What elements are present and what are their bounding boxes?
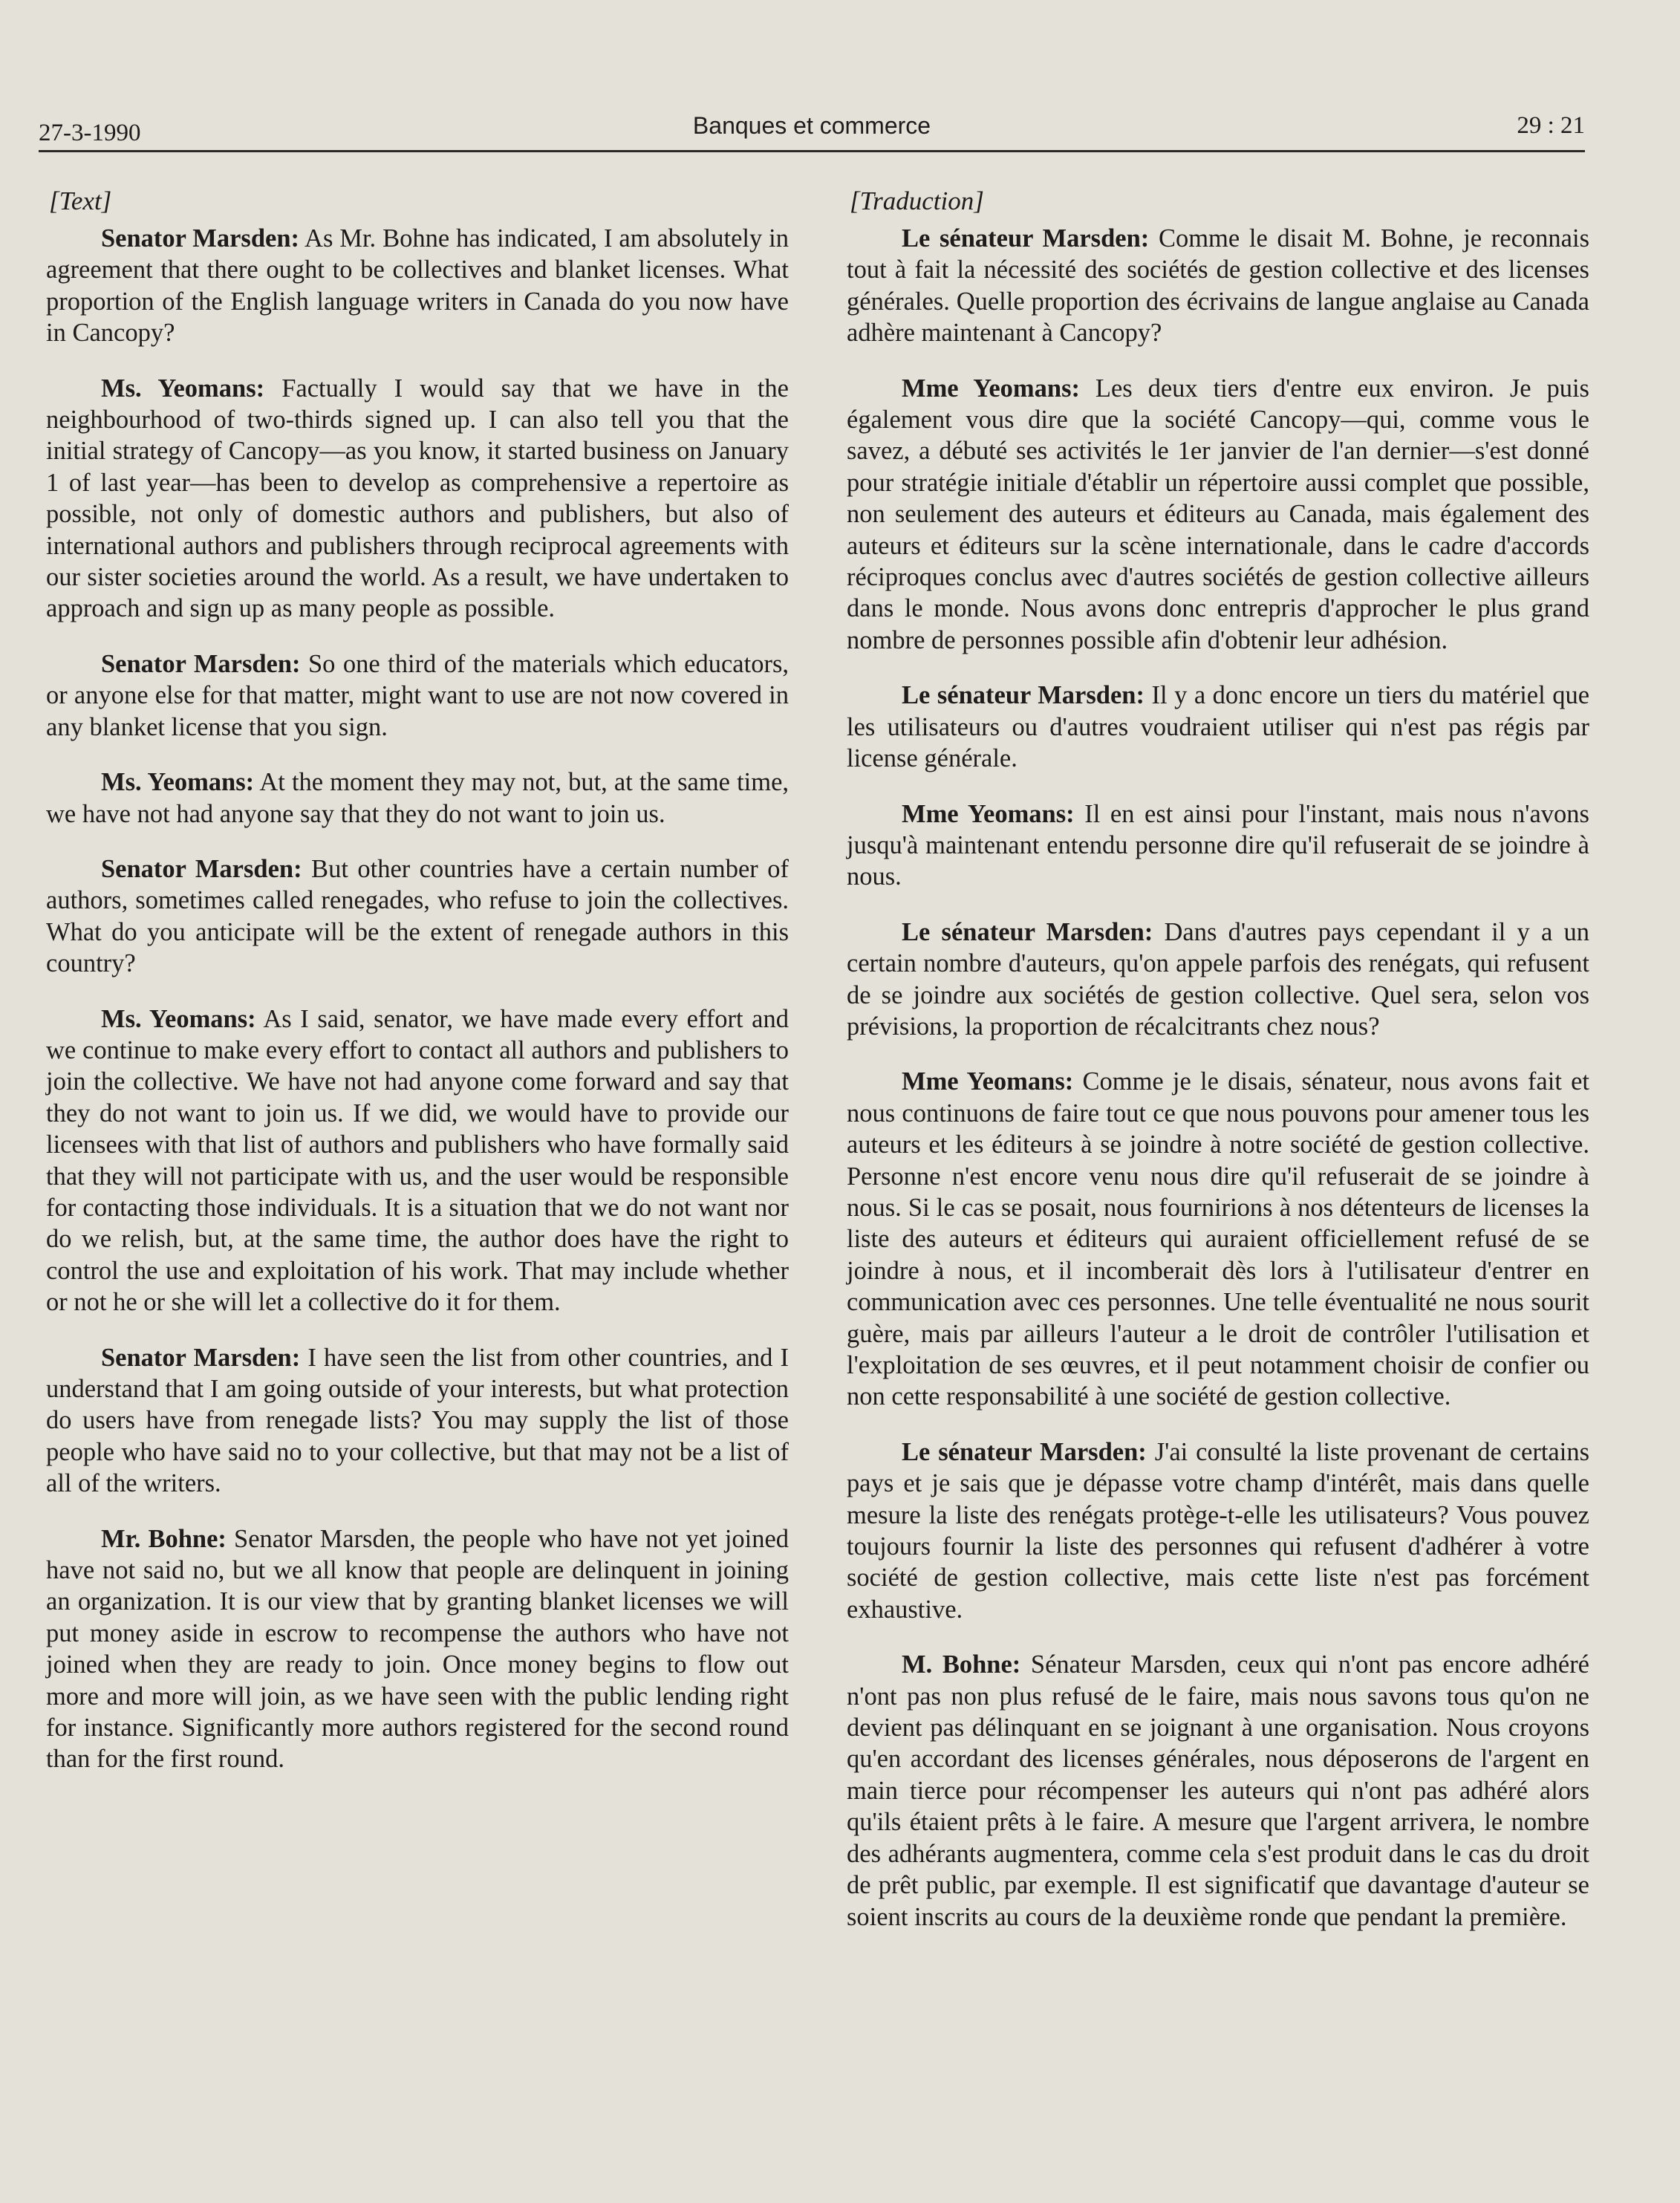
english-column bbox=[46, 186, 789, 1799]
french-section-label: [Traduction] bbox=[850, 186, 984, 215]
speaker-name: Senator Marsden: bbox=[101, 649, 301, 678]
paragraph-text: Factually I would say that we have in the neighbourhood of two-thirds signed up. I can also tell you that the initial strategy of Cancopy—as you know, it started business on January 1 of last year—has been to develop as comprehensive a repertoire as possible, not only of domestic authors and publishers, but also of international authors and publishers through reciprocal agreements with our sister societies around the world. As a result, we have undertaken to approach and sign up as many people as possible. bbox=[46, 374, 789, 623]
paragraph-text: Il en est ainsi pour l'instant, mais nous n'avons jusqu'à maintenant entendu personne dire qu'il refuserait de se joindre à nous. bbox=[847, 799, 1589, 891]
speaker-name: Senator Marsden: bbox=[101, 224, 300, 253]
french-paragraph-5 bbox=[847, 917, 1589, 1043]
english-paragraph-7 bbox=[46, 1342, 789, 1500]
speaker-name: Ms. Yeomans: bbox=[101, 768, 255, 797]
french-column bbox=[847, 186, 1589, 1956]
french-paragraph-2 bbox=[847, 373, 1589, 657]
english-paragraph-4 bbox=[46, 767, 789, 830]
paragraph-text: J'ai consulté la liste provenant de certains pays et je sais que je dépasse votre champ d'intérêt, mais dans quelle mesure la liste des renégats protège-t-elle les utilisateurs? Vous pouvez toujours fournir la liste des personnes qui refusent d'adhérer à votre société de gestion collective, mais cette liste n'est pas forcément exhaustive. bbox=[847, 1437, 1589, 1624]
header-title: Banques et commerce bbox=[692, 112, 931, 139]
speaker-name: Senator Marsden: bbox=[101, 854, 302, 883]
english-paragraph-1 bbox=[46, 223, 789, 349]
speaker-name: Le sénateur Marsden: bbox=[902, 917, 1153, 946]
speaker-name: Mme Yeomans: bbox=[902, 799, 1075, 828]
speaker-name: Le sénateur Marsden: bbox=[902, 681, 1145, 710]
speaker-name: Le sénateur Marsden: bbox=[902, 1437, 1147, 1466]
paragraph-text: Les deux tiers d'entre eux environ. Je puis également vous dire que la société Cancopy—qui, comme vous le savez, a débuté ses activités le 1er janvier de l'an dernier—s'est donné pour stratégie initiale d'établir un répertoire aussi complet que possible, non seulement des auteurs et éditeurs au Canada, mais également des auteurs et éditeurs sur la scène internationale, dans le cadre d'accords réciproques conclus avec d'autres sociétés de gestion collective ailleurs dans le monde. Nous avons donc entrepris d'approcher le plus grand nombre de personnes possible afin d'obtenir leur adhésion. bbox=[847, 374, 1589, 654]
paragraph-text: But other countries have a certain number of authors, sometimes called renegades, who refuse to join the collectives. What do you anticipate will be the extent of renegade authors in this country? bbox=[46, 854, 789, 978]
paragraph-text: Senator Marsden, the people who have not yet joined have not said no, but we all know that people are delinquent in joining an organization. It is our view that by granting blanket licenses we will put money aside in escrow to recompense the authors who have not joined when they are ready to join. Once money begins to flow out more and more will join, as we have seen with the public lending right for instance. Significantly more authors registered for the second round than for the first round. bbox=[46, 1524, 789, 1774]
paragraph-text: I have seen the list from other countries, and I understand that I am going outside of your interests, but what protection do users have from renegade lists? You may supply the list of those people who have said no to your collective, but that may not be a list of all of the writers. bbox=[46, 1343, 789, 1498]
paragraph-text: As I said, senator, we have made every effort and we continue to make every effort to contact all authors and publishers to join the collective. We have not had anyone come forward and say that they do not want to join us. If we did, we would have to provide our licensees with that list of authors and publishers who have formally said that they will not participate with us, and the user would be responsible for contacting those individuals. It is a situation that we do not want nor do we relish, but, at the same time, the author does have the right to control the use and exploitation of his work. That may include whether or not he or she will let a collective do it for them. bbox=[46, 1004, 789, 1317]
paragraph-text: Comme le disait M. Bohne, je reconnais tout à fait la nécessité des sociétés de gestion collective et des licenses générales. Quelle proportion des écrivains de langue anglaise au Canada adhère maintenant à Cancopy? bbox=[847, 224, 1589, 348]
english-paragraph-6 bbox=[46, 1003, 789, 1318]
french-paragraph-1 bbox=[847, 223, 1589, 349]
speaker-name: Mme Yeomans: bbox=[902, 1067, 1074, 1096]
header-page-number: 29 : 21 bbox=[1517, 112, 1585, 139]
english-paragraph-8 bbox=[46, 1523, 789, 1775]
french-paragraph-7 bbox=[847, 1436, 1589, 1625]
english-section-label: [Text] bbox=[49, 186, 112, 215]
paragraph-text: Comme je le disais, sénateur, nous avons fait et nous continuons de faire tout ce que nous pouvons pour amener tous les auteurs et les éditeurs à se joindre à notre société de gestion collective. Personne n'est encore venu nous dire qu'il refuserait de se joindre à nous. Si le cas se posait, nous fournirions à nos détenteurs de licenses la liste des auteurs et éditeurs qui auraient officiellement refusé de se joindre à nous, et il incomberait dès lors à l'utilisateur d'entrer en communication avec ces personnes. Une telle éventualité ne nous sourit guère, mais par ailleurs l'auteur a le droit de contrôler l'utilisation et l'exploitation de ses œuvres, et il peut notamment choisir de confier ou non cette responsabilité à une société de gestion collective. bbox=[847, 1067, 1589, 1411]
paragraph-text: Il y a donc encore un tiers du matériel que les utilisateurs ou d'autres voudraient utiliser qui n'est pas régis par license générale. bbox=[847, 681, 1590, 773]
french-paragraph-4 bbox=[847, 798, 1589, 893]
header-date: 27-3-1990 bbox=[39, 120, 141, 146]
speaker-name: Ms. Yeomans: bbox=[101, 1004, 256, 1033]
french-paragraph-8 bbox=[847, 1649, 1589, 1933]
english-paragraph-5 bbox=[46, 853, 789, 980]
speaker-name: Mr. Bohne: bbox=[101, 1524, 227, 1553]
speaker-name: Mme Yeomans: bbox=[902, 374, 1080, 403]
speaker-name: Le sénateur Marsden: bbox=[902, 224, 1150, 253]
speaker-name: Ms. Yeomans: bbox=[101, 374, 265, 403]
paragraph-text: Dans d'autres pays cependant il y a un certain nombre d'auteurs, qu'on appele parfois des renégats, qui refusent de se joindre aux sociétés de gestion collective. Quel sera, selon vos prévisions, la proportion de récalcitrants chez nous? bbox=[847, 917, 1589, 1041]
english-paragraph-2 bbox=[46, 373, 789, 625]
paragraph-text: So one third of the materials which educators, or anyone else for that matter, might want to use are not now covered in any blanket license that you sign. bbox=[46, 649, 789, 741]
paragraph-text: At the moment they may not, but, at the same time, we have not had anyone say that they do not want to join us. bbox=[46, 768, 789, 828]
english-paragraph-3 bbox=[46, 648, 789, 743]
paragraph-text: Sénateur Marsden, ceux qui n'ont pas encore adhéré n'ont pas non plus refusé de le faire, mais nous savons tous qu'on ne devient pas délinquant en se joignant à une organisation. Nous croyons qu'en accordant des licenses générales, nous déposerons de l'argent en main tierce pour récompenser les auteurs qui n'ont pas adhéré alors qu'ils étaient prêts à le faire. A mesure que l'argent arrivera, le nombre des adhérants augmentera, comme cela s'est produit dans le cas du droit de prêt public, par exemple. Il est significatif que davantage d'auteur se soient inscrits au cours de la deuxième ronde que pendant la première. bbox=[847, 1650, 1589, 1931]
speaker-name: Senator Marsden: bbox=[101, 1343, 301, 1372]
speaker-name: M. Bohne: bbox=[902, 1650, 1021, 1679]
french-paragraph-6 bbox=[847, 1066, 1589, 1412]
french-paragraph-3 bbox=[847, 680, 1589, 774]
paragraph-text: As Mr. Bohne has indicated, I am absolutely in agreement that there ought to be collectives and blanket licenses. What proportion of the English language writers in Canada do you now have in Cancopy? bbox=[46, 224, 789, 348]
page-header bbox=[39, 102, 1585, 152]
